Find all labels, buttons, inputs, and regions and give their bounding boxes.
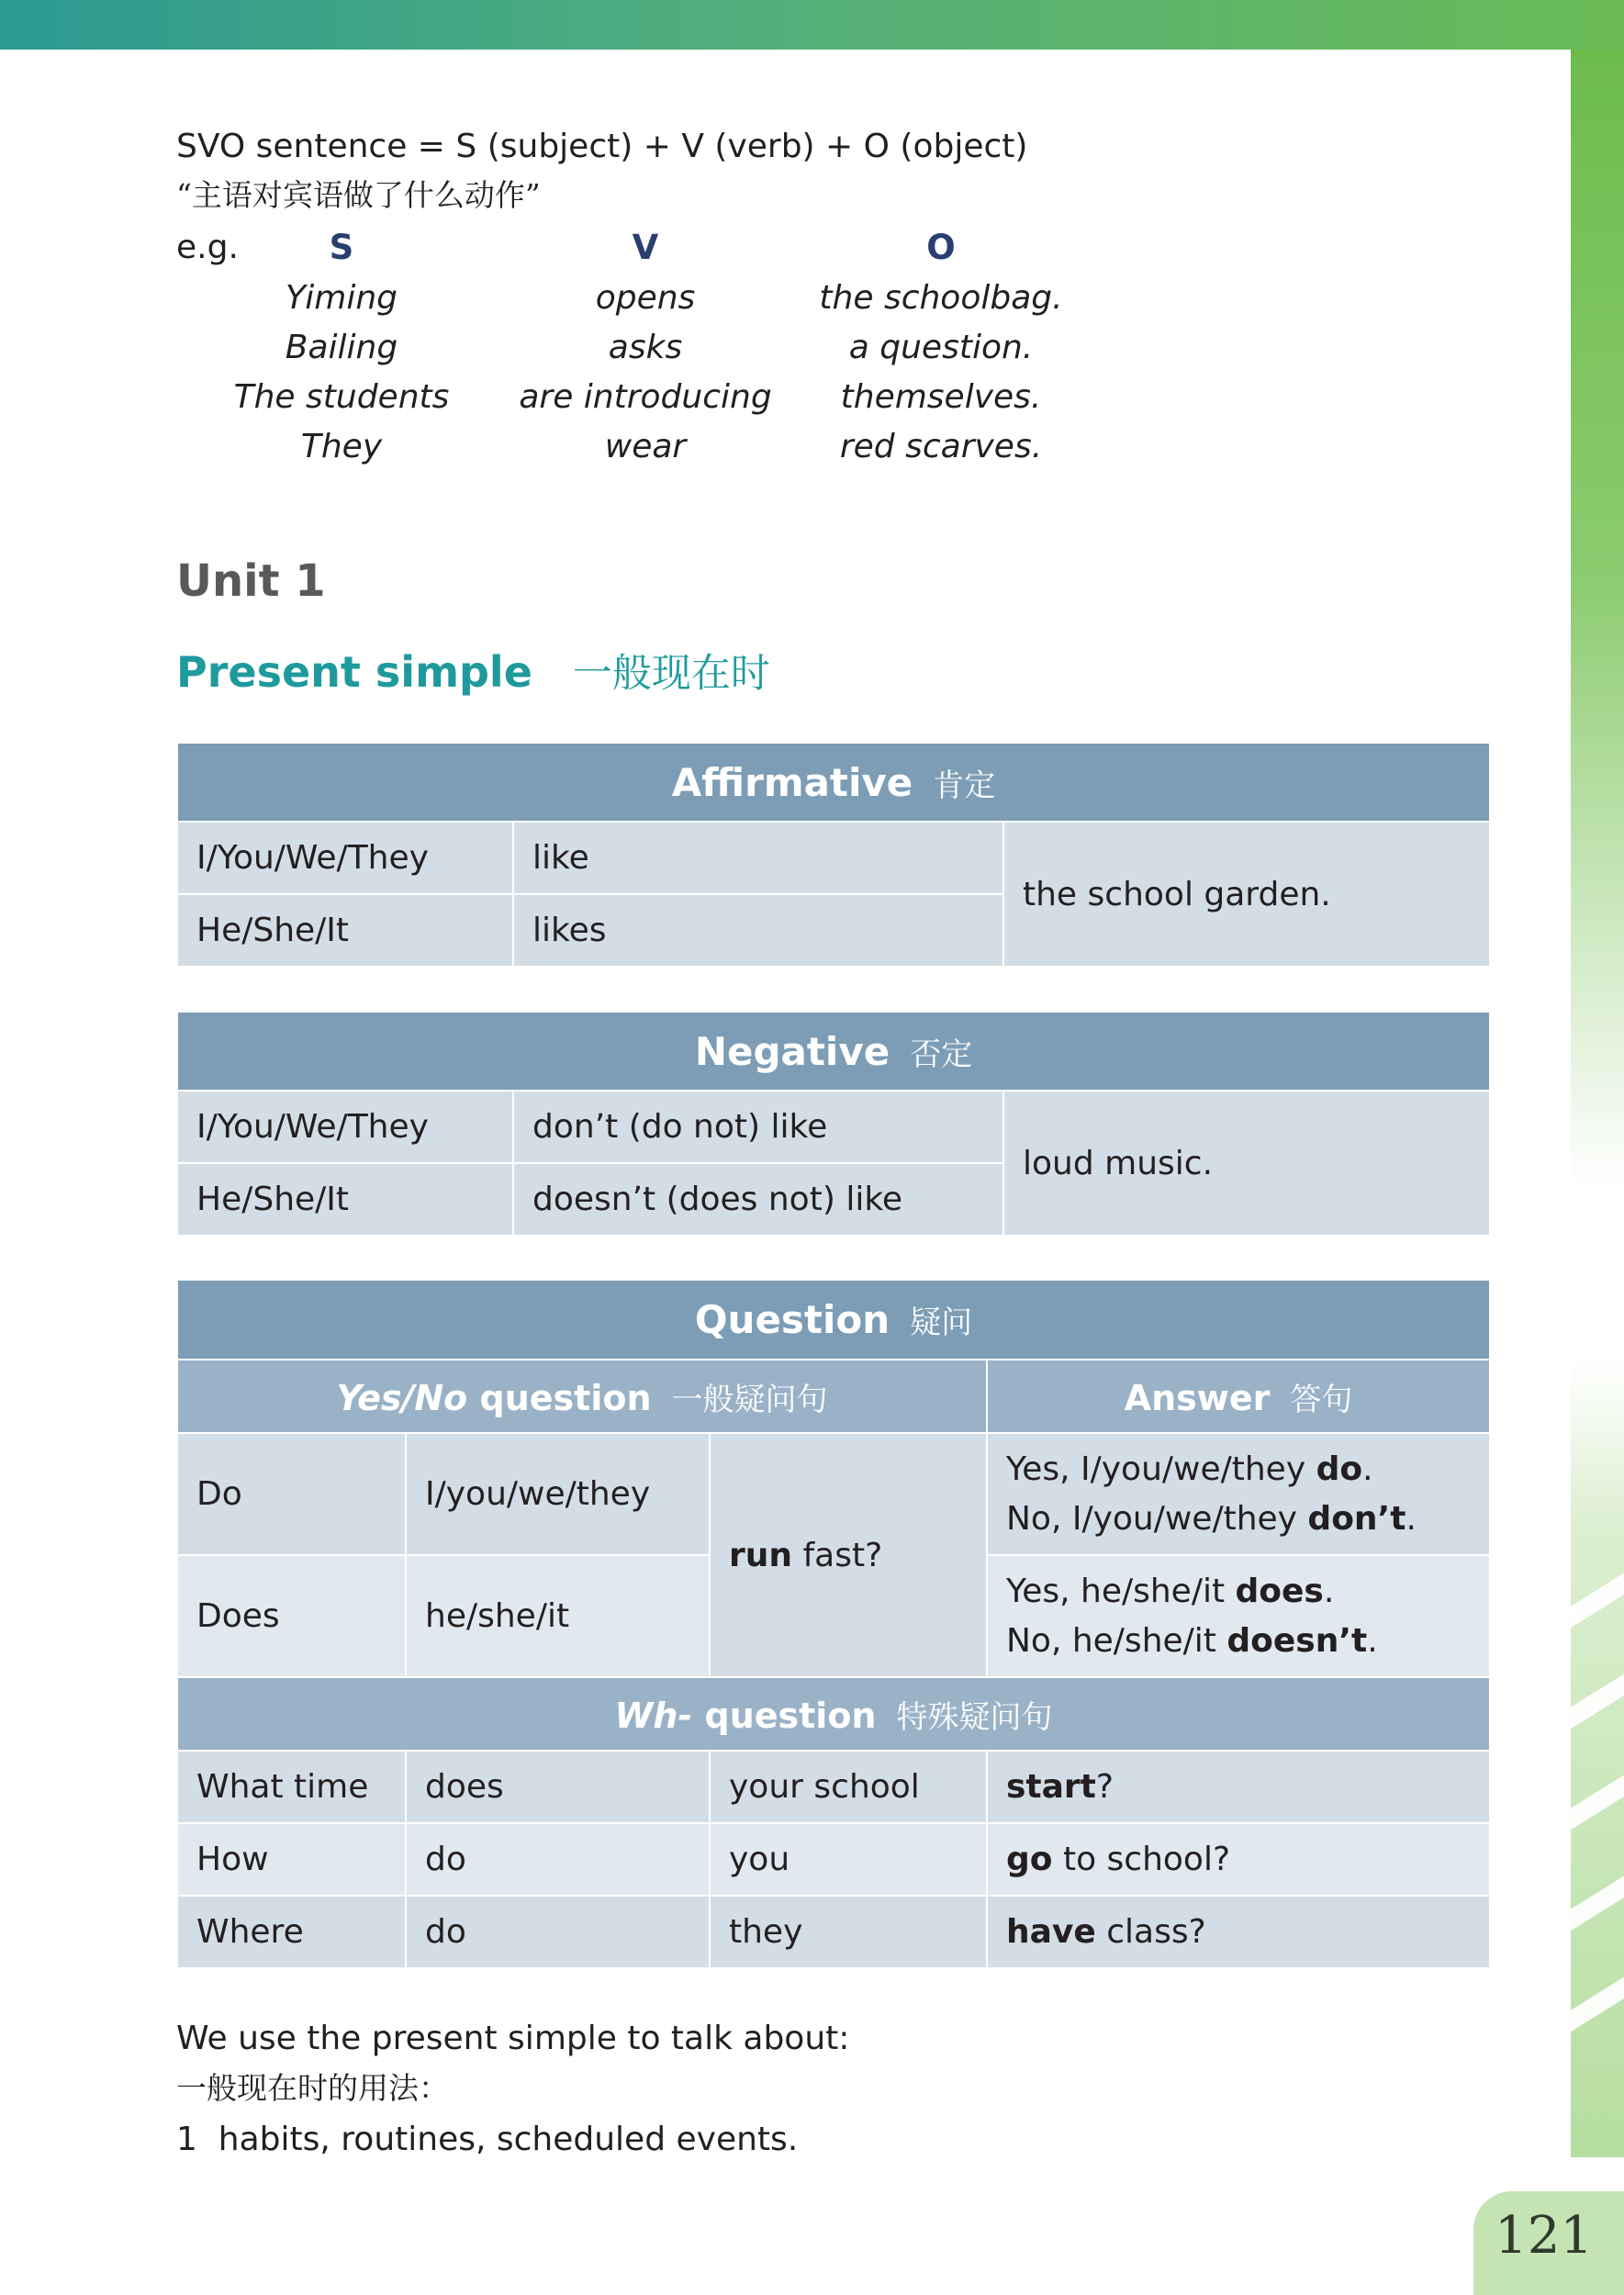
svo-example-verb: asks: [608, 329, 683, 366]
usage-item-text: habits, routines, scheduled events.: [218, 2121, 799, 2158]
table-cell-verb: start?: [987, 1751, 1490, 1823]
wh-question-header: Wh- question 特殊疑问句: [177, 1677, 1490, 1751]
table-cell-verb: run fast?: [710, 1433, 987, 1677]
svo-example-subject: Yiming: [285, 279, 398, 317]
top-color-bar: [0, 0, 1624, 50]
table-cell-verb: go to school?: [987, 1823, 1490, 1896]
table-cell-subject: He/She/It: [177, 894, 513, 967]
question-header: Question 疑问: [177, 1280, 1490, 1360]
table-cell-auxiliary: Do: [177, 1433, 406, 1555]
table-cell-verb: have class?: [987, 1896, 1490, 1968]
negative-table: [176, 1011, 1491, 1237]
table-cell-auxiliary: do: [406, 1823, 710, 1896]
table-cell-answer: Yes, he/she/it does. No, he/she/it doesn’t.: [987, 1555, 1490, 1677]
section-title-english: Present simple: [176, 647, 532, 697]
eg-label: e.g.: [176, 229, 239, 266]
affirmative-table: [176, 742, 1491, 968]
svo-header-v: V: [632, 228, 659, 267]
table-cell-auxiliary: Does: [177, 1555, 406, 1677]
table-cell-wh-word: How: [177, 1823, 406, 1896]
table-cell-verb: don’t (do not) like: [513, 1091, 1003, 1163]
page-number: 121: [1495, 2206, 1593, 2266]
svo-formula-chinese: “主语对宾语做了什么动作”: [176, 177, 541, 213]
table-cell-auxiliary: does: [406, 1751, 710, 1823]
usage-intro: We use the present simple to talk about:: [176, 2020, 850, 2057]
svo-example-object: a question.: [848, 329, 1034, 366]
usage-item: [176, 2123, 798, 2156]
negative-header: Negative 否定: [177, 1012, 1490, 1091]
table-cell-auxiliary: do: [406, 1896, 710, 1968]
section-title-chinese: 一般现在时: [572, 651, 770, 697]
page-number-tab: [1473, 2191, 1624, 2295]
usage-intro-chinese: 一般现在时的用法：: [176, 2070, 449, 2106]
table-cell-subject: He/She/It: [177, 1163, 513, 1236]
svo-example-verb: opens: [595, 279, 696, 317]
question-table: [176, 1279, 1491, 1969]
table-cell-subject: you: [710, 1823, 987, 1896]
svo-example-subject: Bailing: [285, 329, 398, 366]
answer-header: Answer 答句: [987, 1360, 1490, 1433]
svo-example-object: themselves.: [840, 378, 1042, 416]
section-title: [176, 643, 770, 699]
yes-no-question-header: Yes/No question 一般疑问句: [177, 1360, 987, 1433]
svo-formula: SVO sentence = S (subject) + V (verb) + O (object): [176, 128, 1028, 165]
table-cell-answer: Yes, I/you/we/they do. No, I/you/we/they don’t.: [987, 1433, 1490, 1555]
svo-header-o: O: [926, 228, 956, 267]
side-color-bar: [1571, 50, 1624, 2157]
table-cell-subject: I/You/We/They: [177, 822, 513, 894]
unit-title: Unit 1: [176, 555, 326, 607]
table-cell-verb: like: [513, 822, 1003, 894]
table-cell-verb: likes: [513, 894, 1003, 967]
table-cell-subject: they: [710, 1896, 987, 1968]
svo-example-subject: The students: [233, 378, 450, 416]
table-cell-subject: your school: [710, 1751, 987, 1823]
table-cell-object: the school garden.: [1003, 822, 1490, 967]
svo-header-s: S: [329, 228, 354, 267]
svo-example-verb: are introducing: [519, 378, 772, 416]
svo-example-verb: wear: [604, 428, 687, 465]
svo-example-subject: They: [300, 428, 383, 465]
usage-item-number: 1: [176, 2121, 197, 2158]
svo-example-object: red scarves.: [839, 428, 1043, 465]
table-cell-verb: doesn’t (does not) like: [513, 1163, 1003, 1236]
affirmative-header: Affirmative 肯定: [177, 743, 1490, 822]
table-cell-subject: I/You/We/They: [177, 1091, 513, 1163]
table-cell-subject: I/you/we/they: [406, 1433, 710, 1555]
svo-example-object: the schoolbag.: [819, 279, 1063, 317]
table-cell-wh-word: What time: [177, 1751, 406, 1823]
table-cell-object: loud music.: [1003, 1091, 1490, 1236]
table-cell-subject: he/she/it: [406, 1555, 710, 1677]
table-cell-wh-word: Where: [177, 1896, 406, 1968]
